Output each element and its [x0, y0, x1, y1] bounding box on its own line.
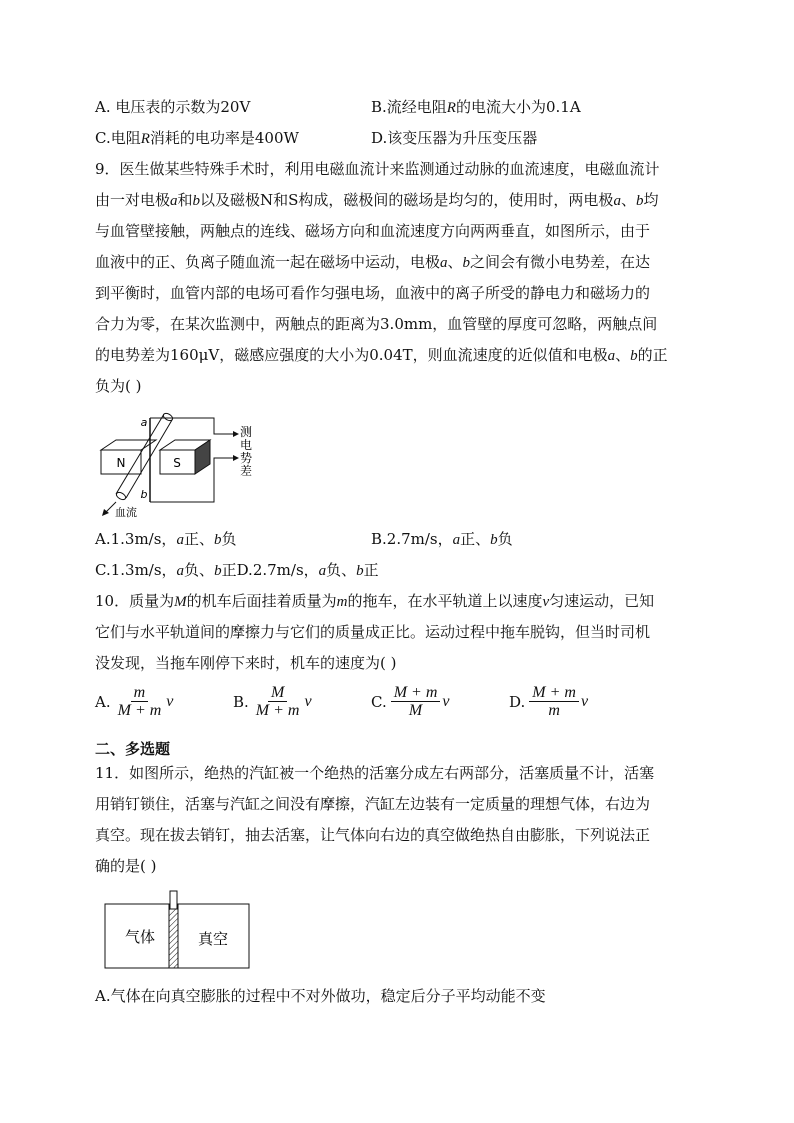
- measure-label-3: 势: [239, 451, 253, 465]
- q10-option-d: D. $\frac{M + m}{m}$ v: [509, 684, 589, 719]
- q9-line: 的电势差为160μV，磁感应强度的大小为0.04T，则血流速度的近似值和电极a、b的正: [95, 346, 668, 364]
- q10-option-a: A. $\frac{m}{M + m}$ v: [95, 684, 174, 719]
- q10-line: 没发现，当拖车刚停下来时，机车的速度为( ): [95, 654, 397, 672]
- q9-option-b: B.2.7m/s，a正、b负: [371, 530, 513, 548]
- q11-line: 确的是( ): [95, 857, 157, 875]
- vacuum-label: 真空: [197, 930, 229, 948]
- measure-label-2: 电: [239, 438, 253, 452]
- q9-line: 9．医生做某些特殊手术时，利用电磁血流计来监测通过动脉的血流速度，电磁血流计: [95, 160, 660, 178]
- q8-option-a: A. 电压表的示数为20V: [95, 98, 251, 116]
- magnet-n-label: N: [116, 456, 126, 470]
- q8-option-d: D.该变压器为升压变压器: [371, 129, 538, 147]
- q11-line: 用销钉锁住，活塞与汽缸之间没有摩擦，汽缸左边装有一定质量的理想气体，右边为: [95, 795, 651, 813]
- q9-line: 到平衡时，血管内部的电场可看作匀强电场，血液中的离子所受的静电力和磁场力的: [95, 284, 651, 302]
- measure-label-4: 差: [239, 464, 253, 478]
- gas-label: 气体: [124, 928, 156, 946]
- section-heading: 二、多选题: [95, 740, 171, 758]
- q8-option-c: C.电阻R消耗的电功率是400W: [95, 129, 299, 147]
- q10-line: 10．质量为M的机车后面挂着质量为m的拖车，在水平轨道上以速度v匀速运动，已知: [95, 592, 655, 610]
- measure-label-1: 测: [239, 425, 253, 439]
- q11-line: 11．如图所示，绝热的汽缸被一个绝热的活塞分成左右两部分，活塞质量不计，活塞: [95, 764, 655, 782]
- q10-line: 它们与水平轨道间的摩擦力与它们的质量成正比。运动过程中拖车脱钩，但当时司机: [95, 623, 651, 641]
- q9-line: 血液中的正、负离子随血流一起在磁场中运动，电极a、b之间会有微小电势差，在达: [95, 253, 651, 271]
- q9-option-a: A.1.3m/s，a正、b负: [95, 530, 237, 548]
- q9-line: 由一对电极a和b以及磁极N和S构成，磁极间的磁场是均匀的，使用时，两电极a、b均: [95, 191, 659, 209]
- q11-line: 真空。现在拔去销钉，抽去活塞，让气体向右边的真空做绝热自由膨胀，下列说法正: [95, 826, 651, 844]
- q9-option-c-d: C.1.3m/s，a负、b正D.2.7m/s，a负、b正: [95, 561, 379, 579]
- q9-blood-flow-diagram: [98, 410, 260, 522]
- magnet-s-label: S: [173, 456, 181, 470]
- q10-option-b: B. $\frac{M}{M + m}$ v: [233, 684, 312, 719]
- q9-line: 与血管壁接触，两触点的连线、磁场方向和血流速度方向两两垂直，如图所示，由于: [95, 222, 651, 240]
- blood-flow-label: 血流: [115, 506, 137, 519]
- q10-option-c: C. $\frac{M + m}{M}$ v: [371, 684, 450, 719]
- q9-line: 合力为零，在某次监测中，两触点的距离为3.0mm，血管壁的厚度可忽略，两触点间: [95, 315, 658, 333]
- q11-cylinder-diagram: [104, 890, 252, 970]
- q11-option-a: A.气体在向真空膨胀的过程中不对外做功，稳定后分子平均动能不变: [95, 987, 546, 1005]
- electrode-b-label: b: [140, 488, 148, 501]
- q9-line: 负为( ): [95, 377, 142, 395]
- electrode-a-label: a: [140, 416, 148, 429]
- q8-option-b: B.流经电阻R的电流大小为0.1A: [371, 98, 581, 116]
